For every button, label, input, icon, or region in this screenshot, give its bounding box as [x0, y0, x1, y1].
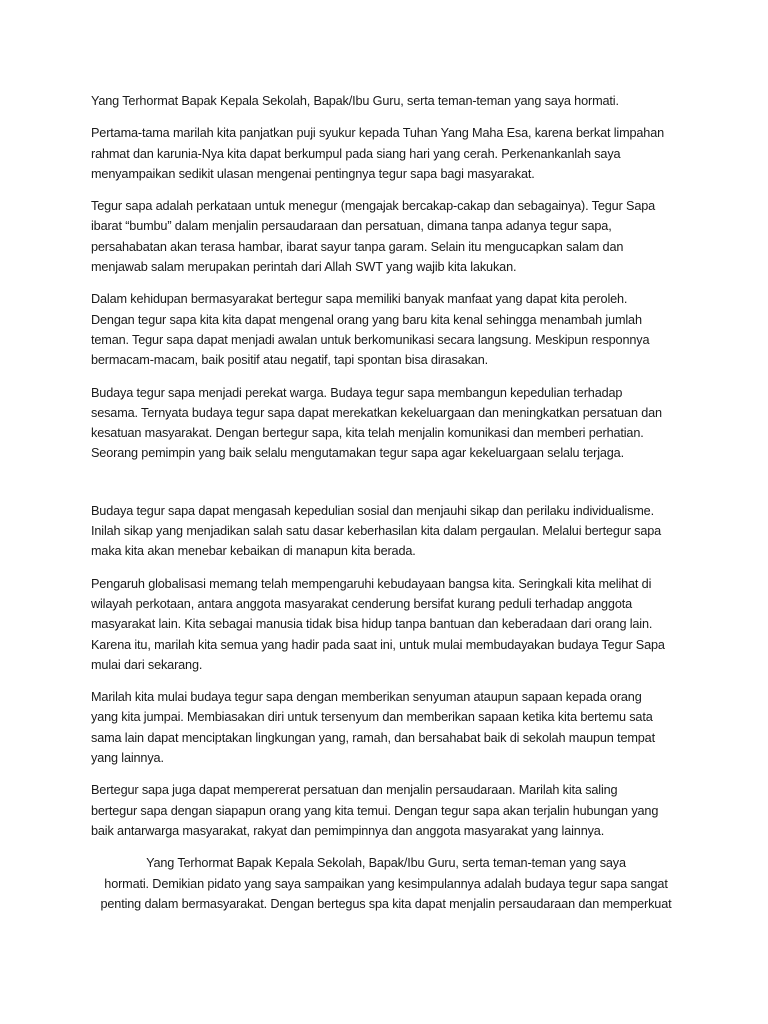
greeting-paragraph — [91, 91, 681, 111]
text-line: Dalam kehidupan bermasyarakat bertegur sapa memiliki banyak manfaat yang dapat kita peroleh. — [91, 292, 628, 307]
closing-paragraph — [91, 853, 681, 914]
text-line: Seorang pemimpin yang baik selalu mengutamakan tegur sapa agar kekeluargaan selalu terjaga. — [91, 446, 624, 461]
text-line: rahmat dan karunia-Nya kita dapat berkumpul pada siang hari yang cerah. Perkenankanlah saya — [91, 146, 621, 161]
text-line: Dengan tegur sapa kita kita dapat mengenal orang yang baru kita kenal sehingga menambah jumlah — [91, 312, 642, 327]
text-line: persahabatan akan terasa hambar, ibarat sayur tanpa garam. Selain itu mengucapkan salam dan — [91, 239, 624, 254]
text-line: Pertama-tama marilah kita panjatkan puji syukur kepada Tuhan Yang Maha Esa, karena berkat limpahan — [91, 126, 665, 141]
definition-paragraph — [91, 196, 681, 277]
text-line: sesama. Ternyata budaya tegur sapa dapat merekatkan kekeluargaan dan meningkatkan persatuan dan — [91, 405, 662, 420]
text-line: Inilah sikap yang menjadikan salah satu dasar keberhasilan kita dalam pergaulan. Melalui bertegur sapa — [91, 524, 662, 539]
text-line: hormati. Demikian pidato yang saya sampaikan yang kesimpulannya adalah budaya tegur sapa sangat — [104, 876, 668, 891]
text-line: Yang Terhormat Bapak Kepala Sekolah, Bapak/Ibu Guru, serta teman-teman yang saya hormati. — [91, 94, 619, 108]
text-line: Budaya tegur sapa menjadi perekat warga. Budaya tegur sapa membangun kepedulian terhadap — [91, 385, 623, 400]
text-line: Tegur sapa adalah perkataan untuk menegur (mengajak bercakap-cakap dan sebagainya). Tegur Sapa — [91, 199, 656, 214]
text-line: Marilah kita mulai budaya tegur sapa dengan memberikan senyuman ataupun sapaan kepada orang — [91, 690, 642, 705]
opening-paragraph — [91, 123, 681, 184]
text-line: Budaya tegur sapa dapat mengasah kepedulian sosial dan menjauhi sikap dan perilaku individualisme. — [91, 503, 654, 518]
text-line: teman. Tegur sapa dapat menjadi awalan untuk berkomunikasi secara langsung. Meskipun responnya — [91, 332, 650, 347]
text-line: sama lain dapat menciptakan lingkungan yang, ramah, dan bersahabat baik di sekolah maupun tempat — [91, 730, 655, 745]
text-line: menjawab salam merupakan perintah dari Allah SWT yang wajib kita lakukan. — [91, 260, 517, 275]
text-line: wilayah perkotaan, antara anggota masyarakat cenderung bersifat kurang peduli terhadap anggota — [91, 596, 633, 611]
text-line: yang kita jumpai. Membiasakan diri untuk tersenyum dan memberikan sapaan ketika kita bertemu sata — [91, 710, 653, 725]
unity-paragraph — [91, 780, 681, 841]
text-line: masyarakat lain. Kita sebagai manusia tidak bisa hidup tanpa bantuan dan keberadaan dari orang lain. — [91, 617, 653, 632]
text-line: Yang Terhormat Bapak Kepala Sekolah, Bapak/Ibu Guru, serta teman-teman yang saya — [146, 856, 626, 871]
text-line: yang lainnya. — [91, 751, 164, 766]
text-line: menyampaikan sedikit ulasan mengenai pentingnya tegur sapa bagi masyarakat. — [91, 166, 535, 181]
globalization-paragraph — [91, 574, 681, 675]
text-line: bermacam-macam, baik positif atau negatif, tapi spontan bisa dirasakan. — [91, 353, 488, 368]
document-page — [91, 91, 681, 926]
text-line: mulai dari sekarang. — [91, 657, 203, 672]
text-line: penting dalam bermasyarakat. Dengan bertegus spa kita dapat menjalin persaudaraan dan memperkuat — [100, 896, 672, 911]
text-line: Pengaruh globalisasi memang telah mempengaruhi kebudayaan bangsa kita. Seringkali kita melihat di — [91, 576, 652, 591]
social-care-paragraph — [91, 501, 681, 562]
smile-paragraph — [91, 687, 681, 768]
text-line: Karena itu, marilah kita semua yang hadir pada saat ini, untuk mulai membudayakan budaya Tegur Sapa — [91, 637, 665, 652]
text-line: kesatuan masyarakat. Dengan bertegur sapa, kita telah menjalin komunikasi dan memberi perhatian. — [91, 426, 644, 441]
benefits-paragraph — [91, 289, 681, 370]
culture-paragraph — [91, 383, 681, 464]
text-line: baik antarwarga masyarakat, rakyat dan pemimpinnya dan anggota masyarakat yang lainnya. — [91, 823, 605, 838]
text-line: ibarat “bumbu” dalam menjalin persaudaraan dan persatuan, dimana tanpa adanya tegur sapa, — [91, 219, 612, 234]
text-line: bertegur sapa dengan siapapun orang yang kita temui. Dengan tegur sapa akan terjalin hubungan yang — [91, 803, 659, 818]
text-line: Bertegur sapa juga dapat mempererat persatuan dan menjalin persaudaraan. Marilah kita saling — [91, 783, 618, 798]
text-line: maka kita akan menebar kebaikan di manapun kita berada. — [91, 544, 416, 559]
